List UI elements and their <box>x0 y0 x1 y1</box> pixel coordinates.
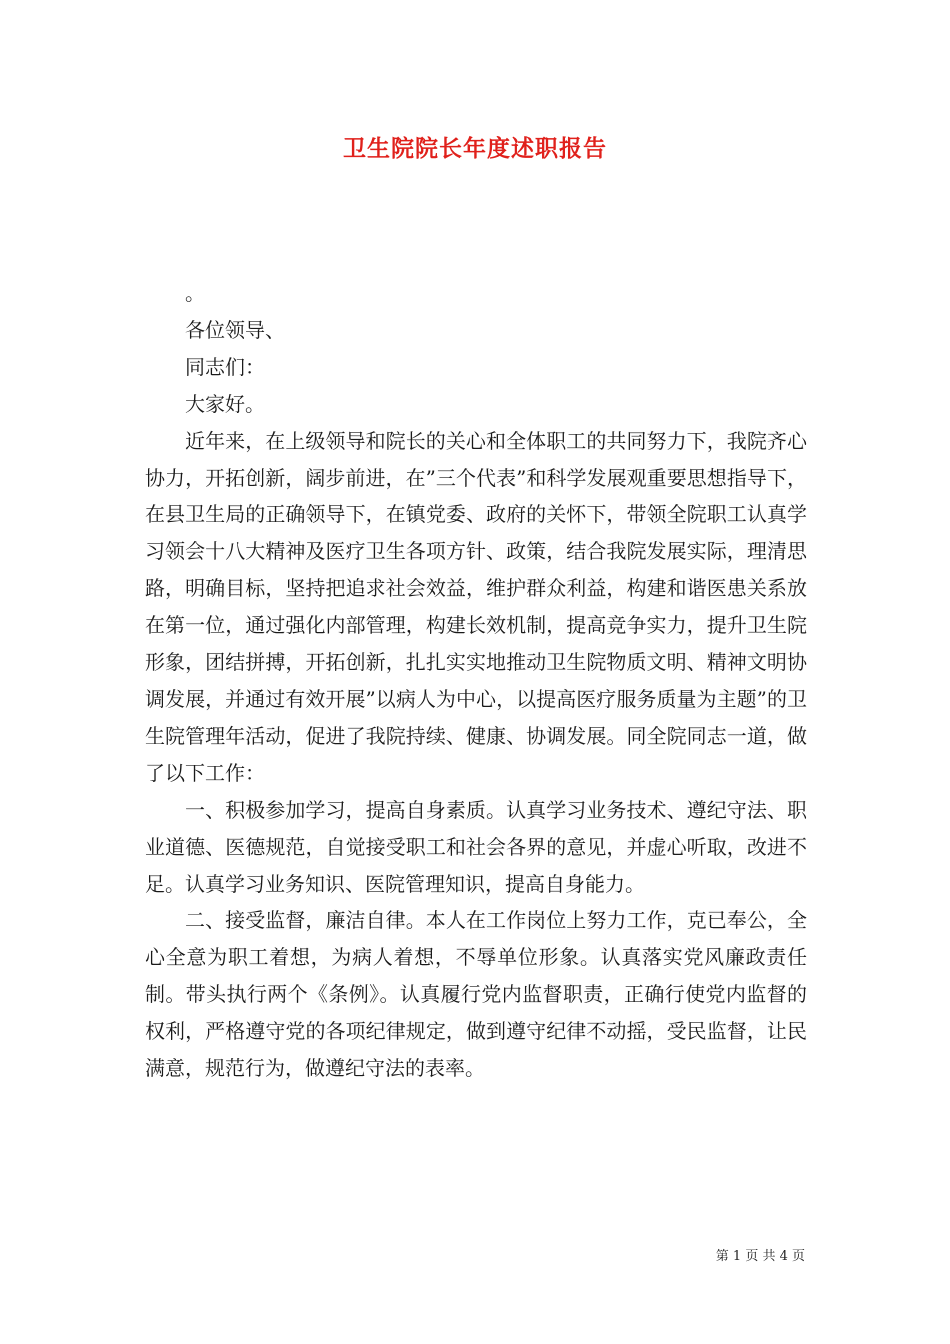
paragraph: 近年来，在上级领导和院长的关心和全体职工的共同努力下，我院齐心协力，开拓创新，阔步前进，在”三个代表”和科学发展观重要思想指导下，在县卫生局的正确领导下，在镇党委、政府的关怀下，带领全院职工认真学习领会十八大精神及医疗卫生各项方针、政策，结合我院发展实际，理清思路，明确目标，坚持把追求社会效益，维护群众利益，构建和谐医患关系放在第一位，通过强化内部管理，构建长效机制，提高竞争实力，提升卫生院形象，团结拼搏，开拓创新，扎扎实实地推动卫生院物质文明、精神文明协调发展，并通过有效开展”以病人为中心，以提高医疗服务质量为主题”的卫生院管理年活动，促进了我院持续、健康、协调发展。同全院同志一道，做了以下工作： <box>145 428 807 785</box>
salutation-line: 同志们： <box>185 354 265 379</box>
greeting-line: 大家好。 <box>185 391 265 416</box>
paragraph: 二、接受监督，廉洁自律。本人在工作岗位上努力工作，克已奉公，全心全意为职工着想，为病人着想，不辱单位形象。认真落实党风廉政责任制。带头执行两个《条例》。认真履行党内监督职责，正确行使党内监督的权利，严格遵守党的各项纪律规定，做到遵守纪律不动摇，受民监督，让民满意，规范行为，做遵纪守法的表率。 <box>145 908 807 1081</box>
paragraph: 。 <box>185 281 205 305</box>
document-body <box>145 275 807 1087</box>
page-number-footer: 第 1 页 共 4 页 <box>715 1249 805 1264</box>
salutation-line: 各位领导、 <box>185 317 285 342</box>
document-title: 卫生院院长年度述职报告 <box>343 135 607 162</box>
paragraph: 一、积极参加学习，提高自身素质。认真学习业务技术、遵纪守法、职业道德、医德规范，自觉接受职工和社会各界的意见，并虚心听取，改进不足。认真学习业务知识、医院管理知识，提高自身能力。 <box>145 797 807 896</box>
